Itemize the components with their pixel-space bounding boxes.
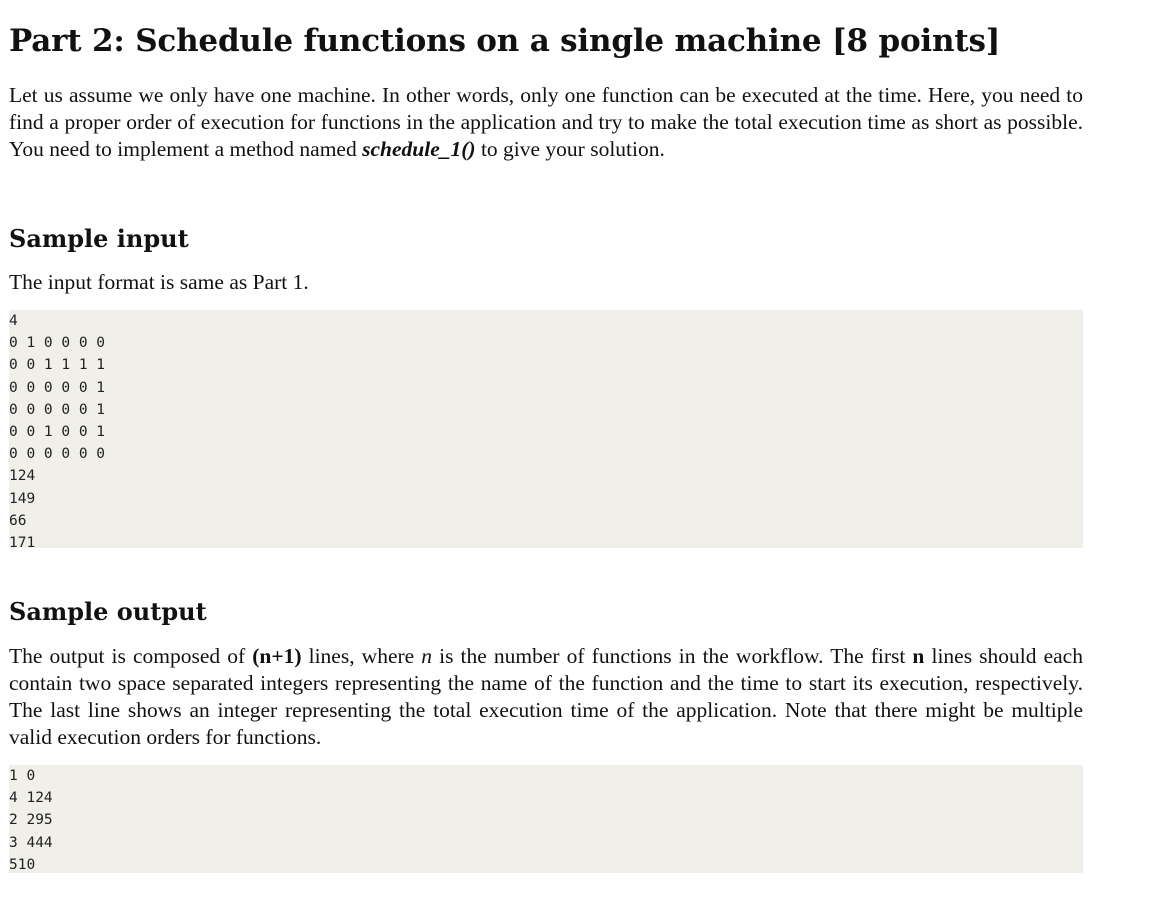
code-line: 0 0 0 0 0 1 — [9, 401, 106, 418]
code-line: 0 0 1 0 0 1 — [9, 423, 106, 440]
output-desc-n-italic: n — [421, 644, 433, 668]
code-line: 2 295 — [9, 812, 53, 829]
intro-text-2: to give your solution. — [475, 137, 665, 161]
output-desc-a: The output is composed of — [9, 644, 253, 668]
code-line: 124 — [9, 468, 36, 485]
code-line: 0 0 0 0 0 1 — [9, 379, 106, 396]
method-name: schedule_1() — [362, 137, 476, 161]
code-line: 171 — [9, 534, 36, 551]
output-desc-g: lines should each contain two space separated integers representing the name of the function and the time to start its execution, respectively. The last line shows an integer representing the total execution time of the application. Note that there might be multiple valid execution orders for functions. — [9, 644, 1083, 749]
code-line: 510 — [9, 856, 36, 873]
page-title: Part 2: Schedule functions on a single machine [8 points] — [9, 23, 1001, 59]
code-line: 0 0 0 0 0 0 — [9, 446, 106, 463]
intro-text-1: Let us assume we only have one machine. In other words, only one function can be executed at the time. Here, you need to find a proper order of execution for functions in the application and try to make the total execution time as short as possible. You need to implement a method named — [9, 83, 1083, 161]
code-line: 4 — [9, 313, 18, 329]
sample-input-heading: Sample input — [9, 224, 189, 253]
code-line: 0 1 0 0 0 0 — [9, 335, 106, 352]
output-desc-n-plus-1: (n+1) — [252, 644, 302, 668]
sample-output-description — [9, 643, 1083, 751]
code-line: 3 444 — [9, 834, 53, 851]
code-line: 1 0 — [9, 768, 36, 784]
output-desc-c: lines, where — [301, 644, 422, 668]
sample-output-code — [9, 765, 1083, 873]
sample-input-description: The input format is same as Part 1. — [9, 270, 309, 294]
output-desc-e: is the number of functions in the workflow. The first — [432, 644, 913, 668]
output-desc-n-bold: n — [912, 644, 925, 668]
intro-paragraph — [9, 82, 1083, 163]
code-line: 0 0 1 1 1 1 — [9, 357, 106, 374]
sample-input-code — [9, 310, 1083, 551]
code-line: 4 124 — [9, 790, 53, 807]
sample-output-heading: Sample output — [9, 597, 207, 626]
code-line: 66 — [9, 512, 27, 529]
code-line: 149 — [9, 490, 36, 507]
